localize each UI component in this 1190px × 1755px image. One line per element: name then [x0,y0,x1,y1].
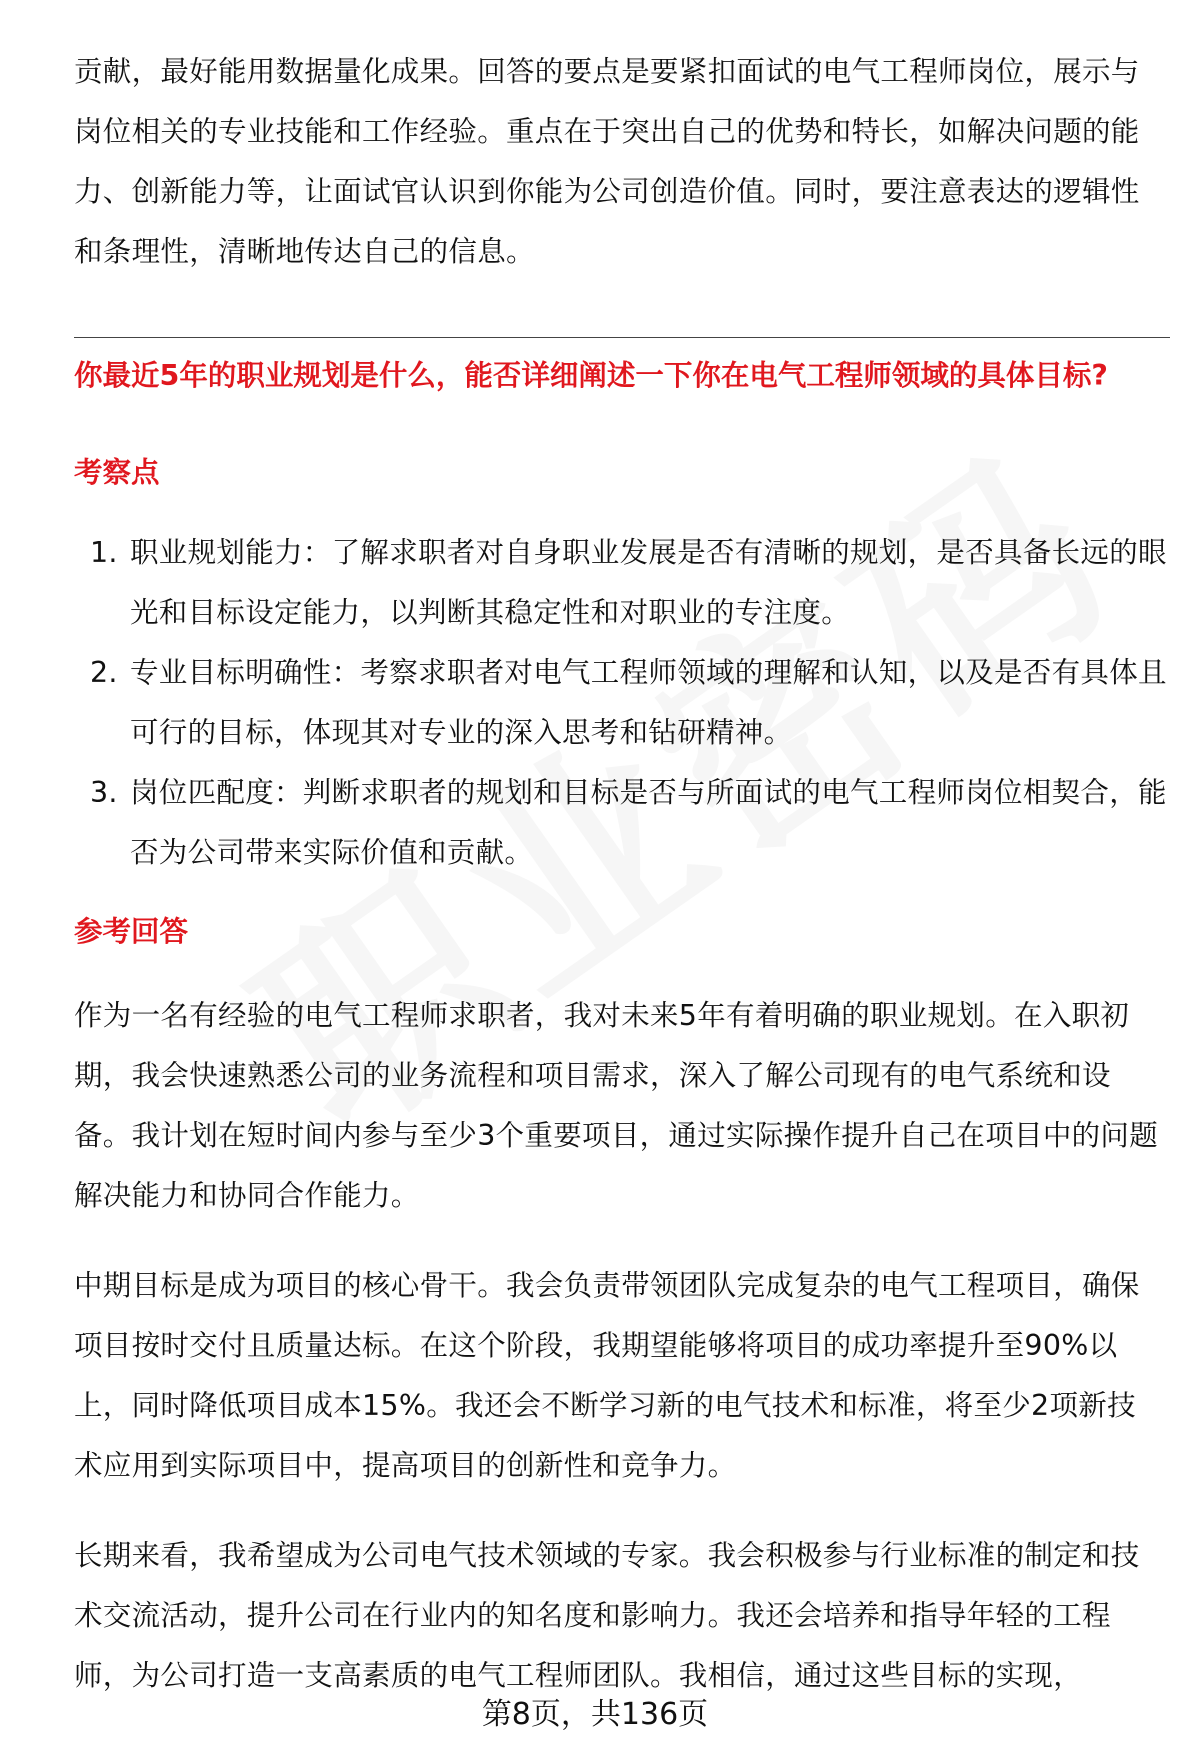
answer-paragraph-1: 作为一名有经验的电气工程师求职者，我对未来5年有着明确的职业规划。在入职初期，我会快速熟悉公司的业务流程和项目需求，深入了解公司现有的电气系统和设备。我计划在短时间内参与至少3个重要项目，通过实际操作提升自己在项目中的问题解决能力和协同合作能力。 [74,999,1159,1212]
list-item-number: 1. [90,536,118,569]
list-item-text: 职业规划能力：了解求职者对自身职业发展是否有清晰的规划，是否具备长远的眼光和目标设定能力，以判断其稳定性和对职业的专注度。 [130,536,1167,629]
page-footer: 第8页，共136页 [481,1697,709,1732]
list-item [74,643,1170,763]
answer-paragraph-2: 中期目标是成为项目的核心骨干。我会负责带领团队完成复杂的电气工程项目，确保项目按时交付且质量达标。在这个阶段，我期望能够将项目的成功率提升至90%以上，同时降低项目成本15%。我还会不断学习新的电气技术和标准，将至少2项新技术应用到实际项目中，提高项目的创新性和竞争力。 [74,1269,1140,1482]
assessment-list [74,523,1170,883]
list-item-number: 3. [90,776,118,809]
list-item-number: 2. [90,656,118,689]
question-title: 你最近5年的职业规划是什么，能否详细阐述一下你在电气工程师领域的具体目标? [74,359,1108,392]
list-item [74,523,1170,643]
section-divider [74,337,1170,338]
list-item-text: 岗位匹配度：判断求职者的规划和目标是否与所面试的电气工程师岗位相契合，能否为公司带来实际价值和贡献。 [130,776,1167,869]
answer-heading: 参考回答 [74,915,189,948]
answer-paragraph-3: 长期来看，我希望成为公司电气技术领域的专家。我会积极参与行业标准的制定和技术交流活动，提升公司在行业内的知名度和影响力。我还会培养和指导年轻的工程师，为公司打造一支高素质的电气工程师团队。我相信，通过这些目标的实现， [74,1539,1140,1692]
intro-paragraph: 贡献，最好能用数据量化成果。回答的要点是要紧扣面试的电气工程师岗位，展示与岗位相关的专业技能和工作经验。重点在于突出自己的优势和特长，如解决问题的能力、创新能力等，让面试官认识到你能为公司创造价值。同时，要注意表达的逻辑性和条理性，清晰地传达自己的信息。 [74,55,1140,268]
assessment-heading: 考察点 [74,456,160,489]
list-item [74,763,1170,883]
list-item-text: 专业目标明确性：考察求职者对电气工程师领域的理解和认知，以及是否有具体且可行的目标，体现其对专业的深入思考和钻研精神。 [130,656,1167,749]
